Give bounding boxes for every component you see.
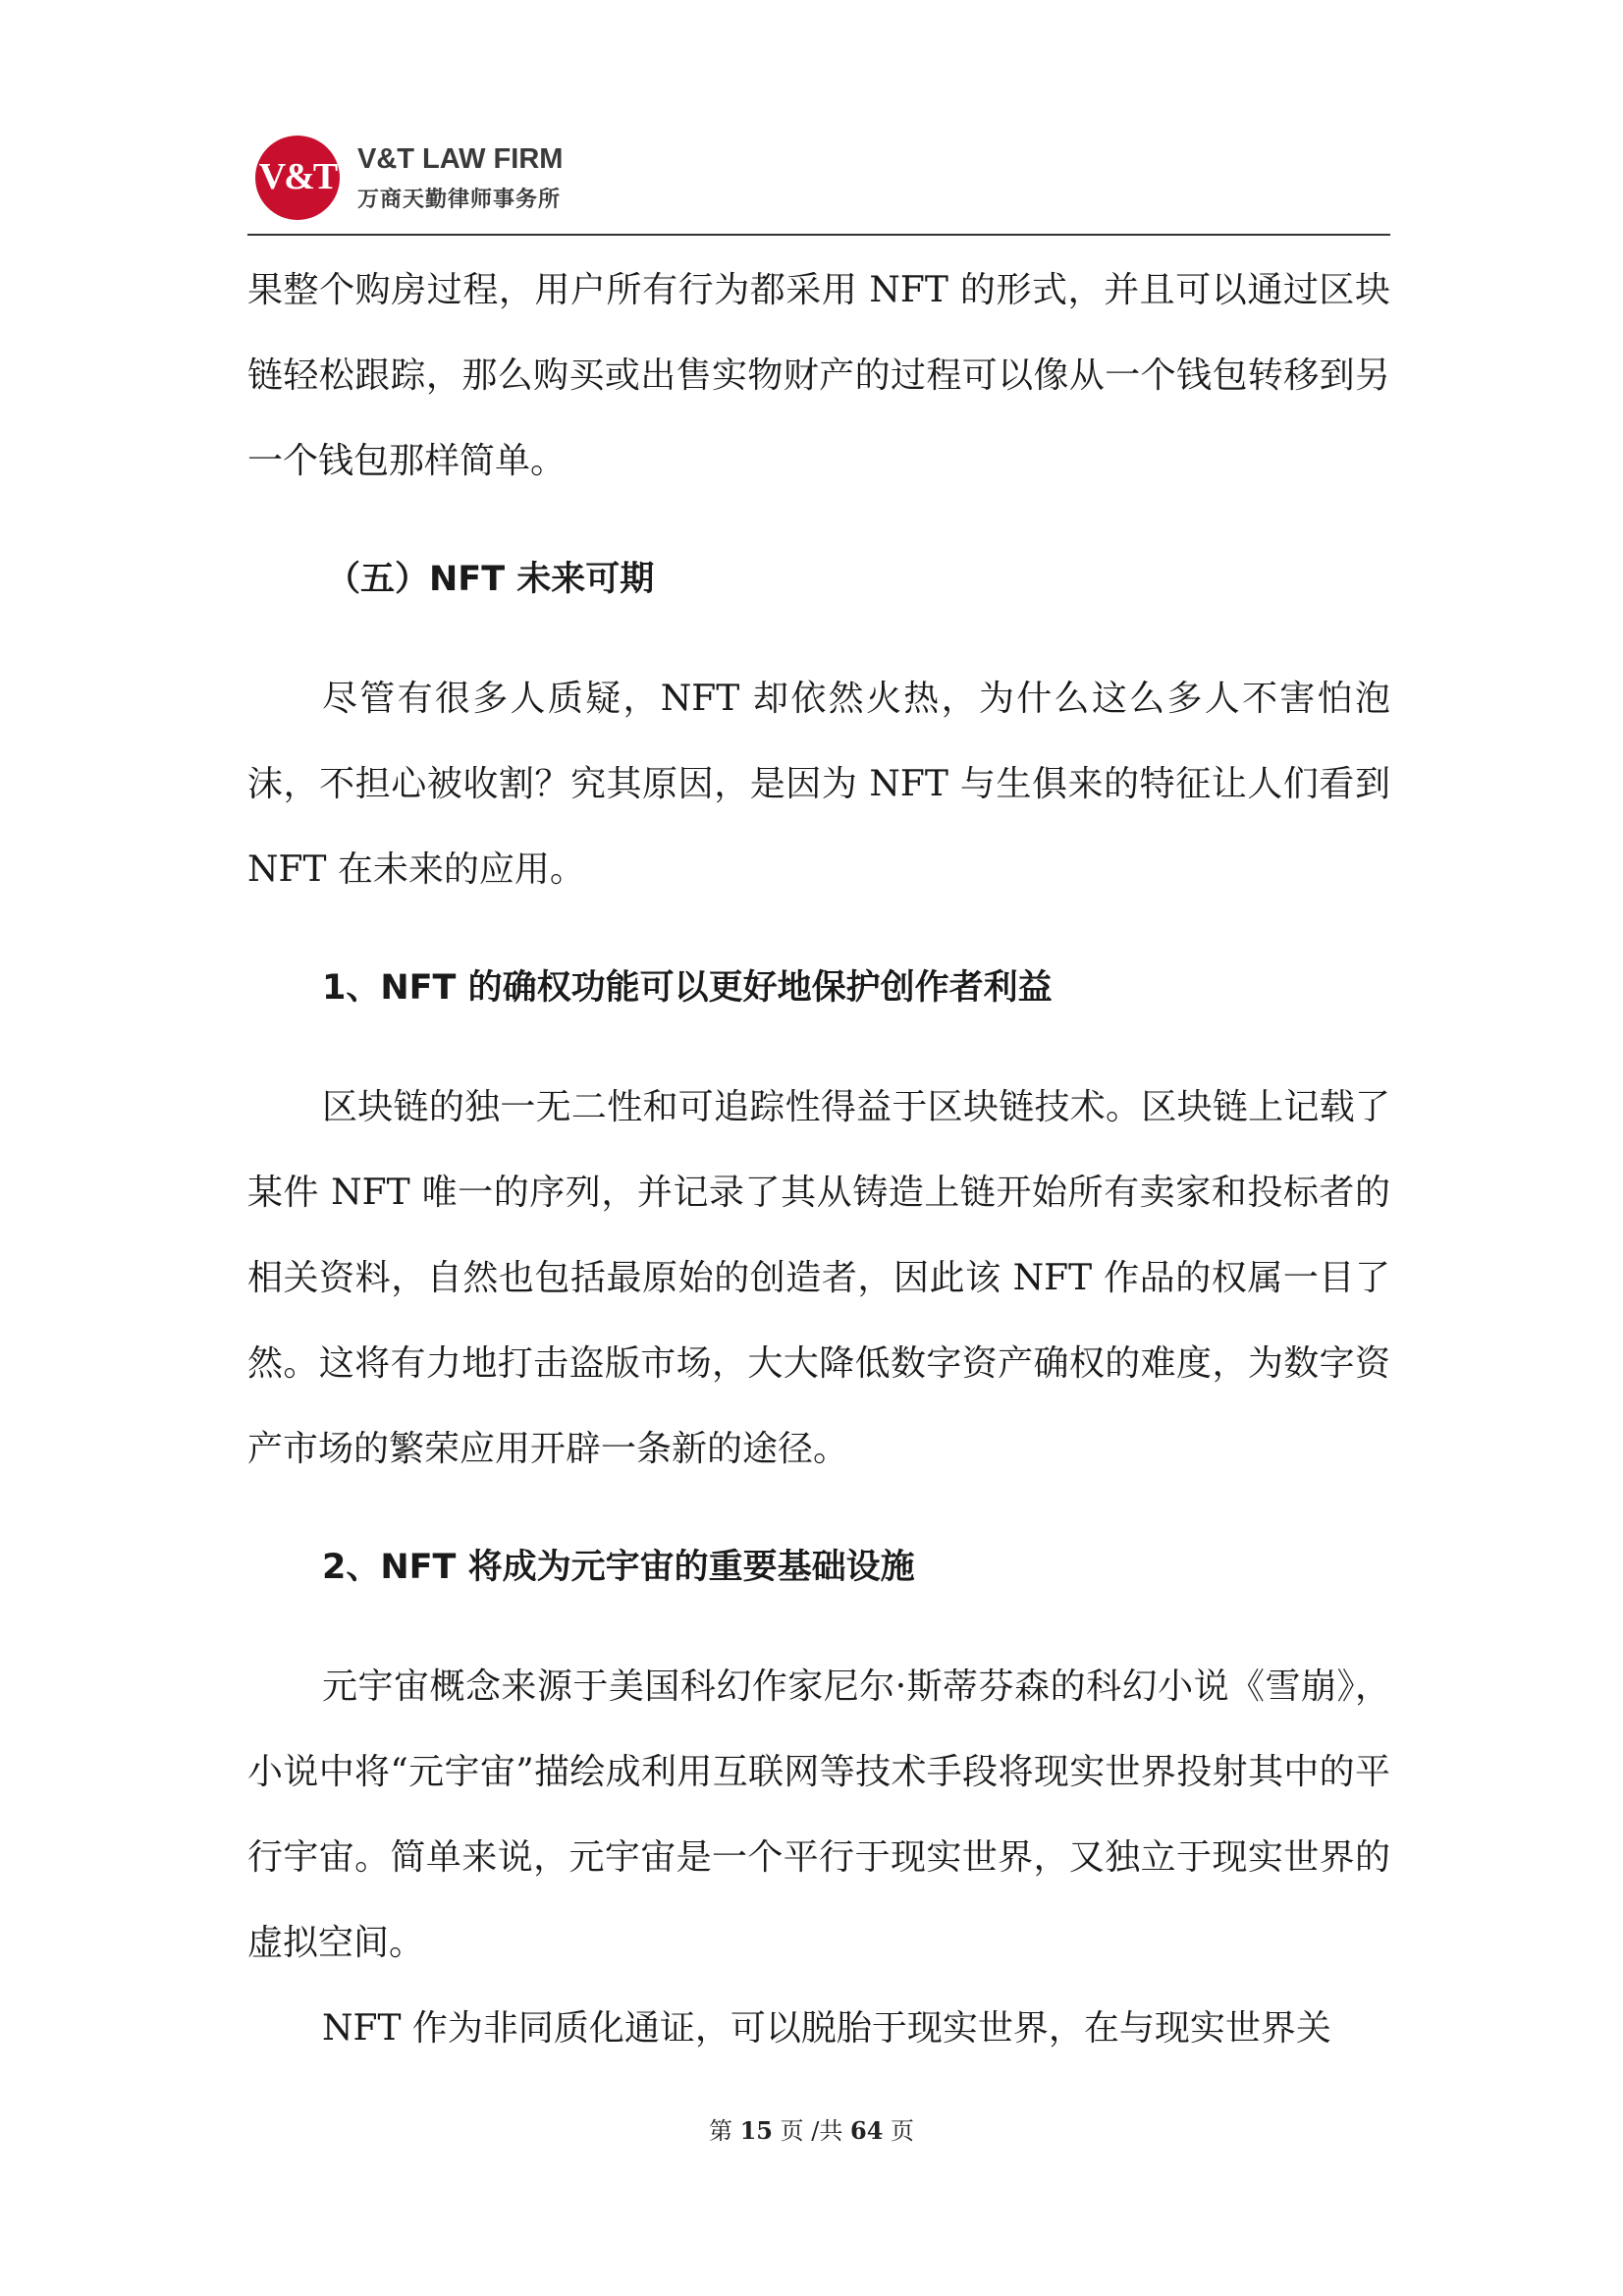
header-divider (247, 234, 1390, 236)
paragraph-nft-popularity: 尽管有很多人质疑，NFT 却依然火热，为什么这么多人不害怕泡沫，不担心被收割？究其原因，是因为 NFT 与生俱来的特征让人们看到 NFT 在未来的应用。 (247, 679, 1390, 890)
paragraph-nft-token: NFT 作为非同质化通证，可以脱胎于现实世界，在与现实世界关 (322, 2008, 1331, 2049)
logo-mark: V&T (258, 156, 337, 197)
footer-middle: 页 /共 (780, 2117, 843, 2145)
firm-name-chinese: 万商天勤律师事务所 (357, 188, 562, 212)
footer-suffix: 页 (891, 2117, 915, 2145)
page-footer (0, 2111, 1623, 2146)
subheading-metaverse-infrastructure: 2、NFT 将成为元宇宙的重要基础设施 (322, 1548, 915, 1587)
firm-name-english: V&T LAW FIRM (357, 143, 564, 175)
footer-prefix: 第 (708, 2117, 732, 2145)
subheading-rights-confirmation: 1、NFT 的确权功能可以更好地保护创作者利益 (322, 968, 1053, 1008)
current-page-number: 15 (739, 2116, 773, 2145)
document-body (247, 247, 1390, 2071)
paragraph-metaverse-origin: 元宇宙概念来源于美国科幻作家尼尔·斯蒂芬森的科幻小说《雪崩》，小说中将“元宇宙”描绘成利用互联网等技术手段将现实世界投射其中的平行宇宙。简单来说，元宇宙是一个平行于现实世界，又独立于现实世界的虚拟空间。 (247, 1667, 1390, 1963)
paragraph-purchase-process: 果整个购房过程，用户所有行为都采用 NFT 的形式，并且可以通过区块链轻松跟踪，那么购买或出售实物财产的过程可以像从一个钱包转移到另一个钱包那样简单。 (247, 270, 1390, 481)
total-page-count: 64 (850, 2116, 884, 2145)
paragraph-blockchain-traceability: 区块链的独一无二性和可追踪性得益于区块链技术。区块链上记载了某件 NFT 唯一的序列，并记录了其从铸造上链开始所有卖家和投标者的相关资料，自然也包括最原始的创造者，因此该 NFT 作品的权属一目了然。这将有力地打击盗版市场，大大降低数字资产确权的难度，为数字资产市场的繁荣应用开辟一条新的途径。 (247, 1087, 1390, 1469)
firm-logo-icon (255, 136, 340, 220)
letterhead (255, 136, 609, 224)
section-heading-nft-future: （五）NFT 未来可期 (326, 560, 655, 599)
